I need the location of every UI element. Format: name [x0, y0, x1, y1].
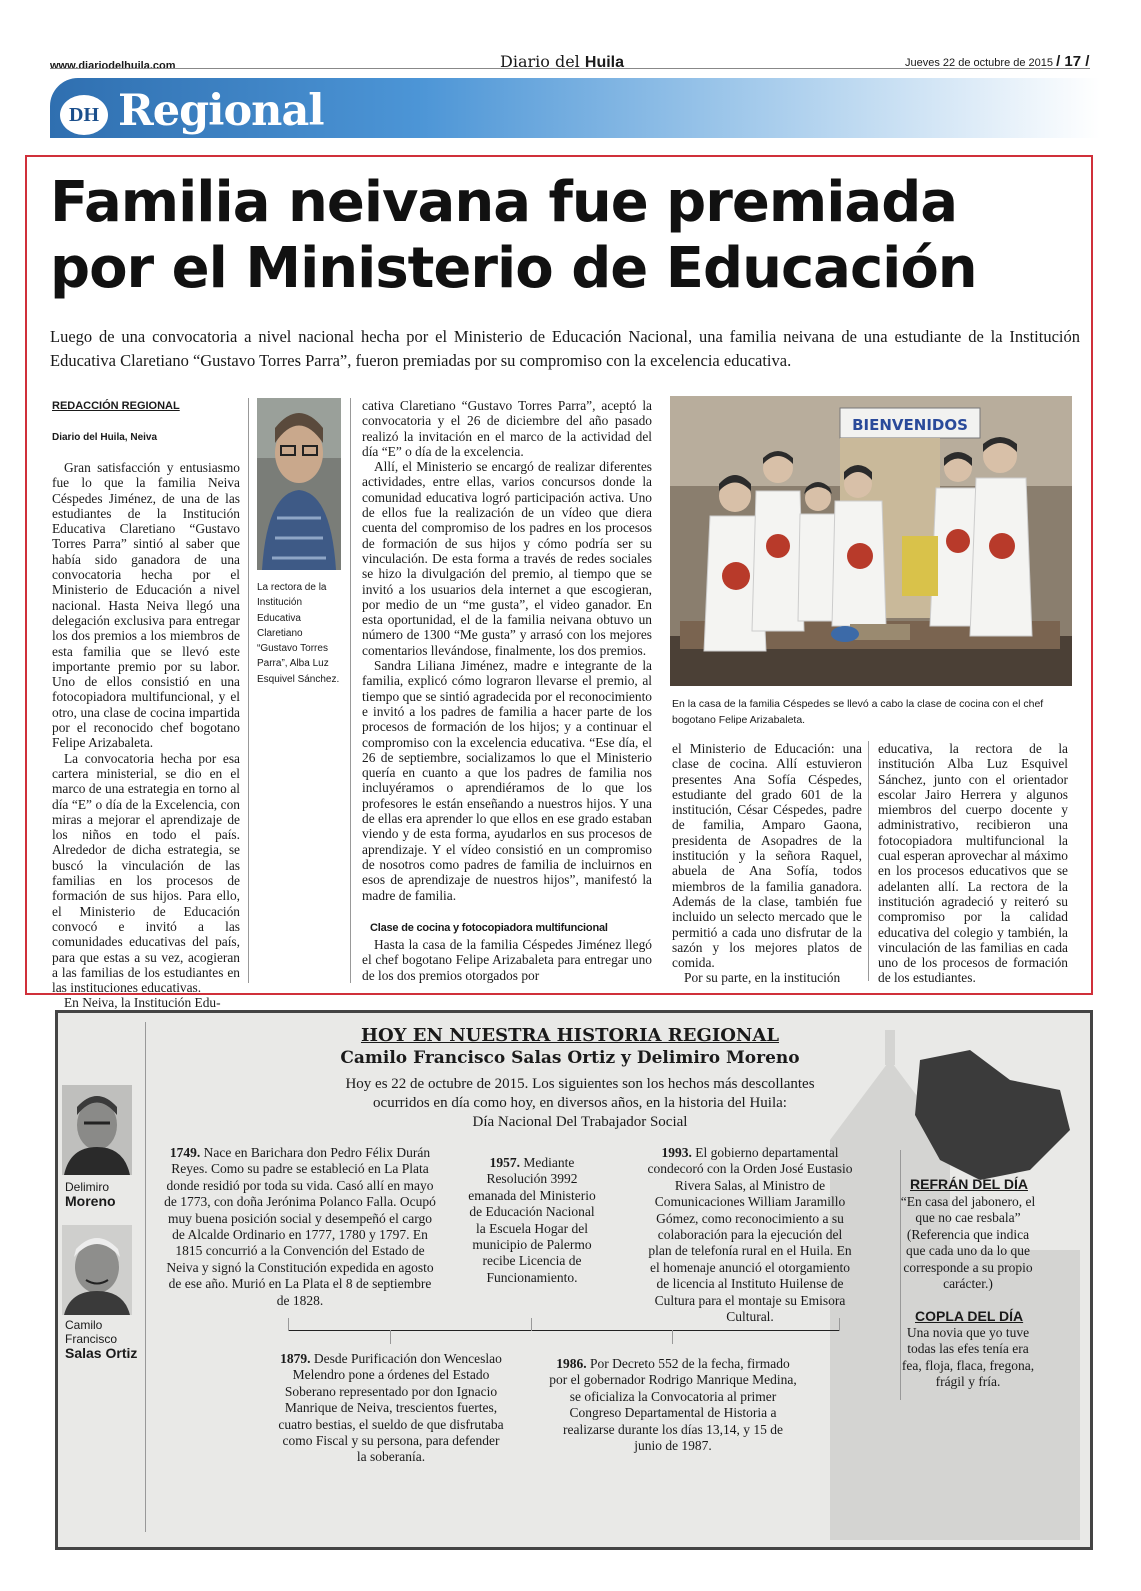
portrait-camilo-salas: [62, 1225, 132, 1315]
history-entry-1879: 1879. Desde Purificación don Wenceslao Melendro pone a órdenes del Estado Soberano representado por don Ignacio Manrique de Neiva, trescientos fuertes, cuatro bestias, el sueldo de que disfrutaba como Fiscal y su persona, para defender la soberanía.: [278, 1351, 504, 1465]
timeline-tick: [672, 1330, 673, 1344]
history-rule-left: [145, 1022, 146, 1532]
copla-heading: COPLA DEL DÍA: [915, 1308, 1024, 1324]
column-rule: [350, 398, 351, 983]
dateline: Diario del Huila, Neiva: [52, 432, 158, 443]
lead-paragraph: Luego de una convocatoria a nivel nacional hecha por el Ministerio de Educación Nacional, una familia neivana de una estudiante de la Institución Educativa Claretiano “Gustavo Torres Parra”, fueron premiadas por su compromiso con la excelencia educativa.: [50, 327, 1080, 370]
section-title: Regional: [118, 86, 324, 136]
history-entry-1993: 1993. El gobierno departamental condecoró con la Orden José Eustasio Rivera Salas, al Ministro de Comunicaciones William Jaramillo Gómez, como reconocimiento a su colaboración para la ejecución del plan de telefonía rural en el Huila. En el homenaje anunció el otorgamiento de licencia al Instituto Huilense de Cultura para el montaje su Emisora Cultural.: [647, 1145, 853, 1325]
byline: REDACCIÓN REGIONAL: [52, 400, 180, 412]
issue-date: Jueves 22 de octubre de 2015 / 17 /: [905, 53, 1090, 70]
article-column-2b: Hasta la casa de la familia Céspedes Jiménez llegó el chef bogotano Felipe Arizabaleta para entregar uno de los dos premios otorgados por: [362, 937, 652, 983]
timeline-line: [288, 1330, 840, 1331]
copla-text: Una novia que yo tuve todas las efes tenía era fea, floja, flaca, fregona, frágil y fría.: [901, 1325, 1035, 1390]
article-column-4: educativa, la rectora de la institución Alba Luz Esquivel Sánchez, junto con el orientador escolar Jairo Herrera y algunos miembros del cuerpo docente y administrativo, recibieron una fotocopiadora multifuncional la cual esperan aprovechar al máximo en los procesos educativos que se adelanten allí. La rectora de la institución agradeció y reiteró su compromiso por la calidad educativa del colegio y también, la vinculación de las familias en cada uno de los procesos de formación de los estudiantes.: [878, 741, 1068, 986]
refran-text: “En casa del jabonero, el que no cae resbala” (Referencia que indica que cada uno da lo que corresponde a su propio carácter.): [900, 1194, 1036, 1292]
history-entry-1986: 1986. Por Decreto 552 de la fecha, firmado por el gobernador Rodrigo Manrique Medina, se oficializa la Convocatoria al primer Congreso Departamental de Historia a realizarse durante los días 13,14, y 15 de junio de 1987.: [549, 1356, 797, 1454]
timeline-tick: [288, 1318, 289, 1331]
portrait-caption: La rectora de la Institución Educativa Claretiano “Gustavo Torres Parra”, Alba Luz Esquivel Sánchez.: [257, 582, 340, 685]
headline: Familia neivana fue premiada por el Ministerio de Educación: [50, 170, 977, 301]
refran-heading: REFRÁN DEL DÍA: [910, 1176, 1028, 1192]
photo-caption: En la casa de la familia Céspedes se llevó a cabo la clase de cocina con el chef bogotano Felipe Arizabaleta.: [672, 698, 1044, 726]
timeline-tick: [390, 1330, 391, 1344]
rector-portrait-photo: [257, 398, 341, 570]
history-intro: Hoy es 22 de octubre de 2015. Los siguientes son los hechos más descollantes ocurridos en día como hoy, en diversos años, en la historia del Huila: Día Nacional Del Trabajador Social: [345, 1076, 815, 1130]
history-entry-1749: 1749. Nace en Barichara don Pedro Félix Durán Reyes. Como su padre se estableció en La Plata donde residió por toda su vida. Casó allí en mayo de 1773, con doña Jerónima Polanco Falla. Ocupó muy buena posición social y desempeñó el cargo de Alcalde Ordinario en 1777, 1780 y 1797. En 1815 concurrió a la Convención del Estado de Neiva y signó la Constitución expedida en agosto de ese año. Murió en La Plata el 8 de septiembre de 1828.: [164, 1145, 436, 1308]
welcome-banner-text: BIENVENIDOS: [852, 416, 968, 434]
header-rule: [50, 68, 1090, 69]
article-column-3: el Ministerio de Educación: una clase de cocina. Allí estuvieron presentes Ana Sofía Céspedes, estudiante del grado 601 de la institución, César Céspedes, padre de familia, Amparo Gaona, presidenta de Asopadres de la institución y la señora Raquel, abuela de Ana Sofía, todos miembros de la familia ganadora. Además de la clase, también fue incluido un selecto mercado que le permitió a cada uno disfrutar de la sazón y los mejores platos de comida. Por su parte, en la institución: [672, 741, 862, 986]
portrait-label-2: Camilo Francisco Salas Ortiz: [65, 1318, 138, 1361]
newspaper-name: Diario del Huila: [500, 52, 625, 71]
column-rule: [868, 741, 869, 981]
article-column-1: Gran satisfacción y entusiasmo fue lo que la familia Neiva Céspedes Jiménez, de una de las estudiantes de la Institución Educativa Claretiano “Gustavo Torres Parra” sintió al saber que había sido ganadora de una convocatoria hecha por el Ministerio de Educación a nivel nacional. Hasta Neiva llegó una delegación exclusiva para entregar los dos premios a los miembros de esta familia que se llevó este importante premio por su labor. Uno de ellos consistió en una fotocopiadora multifuncional, y el otro, una clase de cocina impartida por el reconocido chef bogotano Felipe Arizabaleta. La convocatoria hecha por esa cartera ministerial, se dio en el marco de una estrategia en torno al día “E” o día de la Excelencia, con miras a mejorar el aprendizaje de los niños en todo el país. Alrededor de dicha estrategia, se buscó la vinculación de las familias en los procesos de formación de sus hijos. Para ello, el Ministerio de Educación convocó e invitó a las comunidades educativas del país, para que estas a su vez, acogieran a las familias de los estudiantes en las instituciones educativas. En Neiva, la Institución Edu-: [52, 460, 240, 1011]
family-photo: [670, 396, 1072, 686]
dh-logo-icon: DH: [60, 95, 108, 135]
page-number: / 17 /: [1056, 53, 1090, 70]
timeline-tick: [839, 1318, 840, 1331]
site-url: www.diariodelhuila.com: [50, 60, 176, 72]
article-column-2: cativa Claretiano “Gustavo Torres Parra”, aceptó la convocatoria y el 26 de diciembre del año pasado realizó la invitación en el marco de la actividad del día “E” o día de la excelencia. Allí, el Ministerio se encargó de realizar diferentes actividades, entre ellas, varios concursos donde la comunidad educativa logró participación activa. Uno de ellos fue la realización de un vídeo que diera cuenta del compromiso de los padres en los procesos de formación de sus hijos y cómo podría ser su vinculación. De esta forma a través de redes sociales se hizo la divulgación del premio, al tiempo que se invitó a los usuarios dela internet a que escogieran, por medio de un “me gusta”, el video ganador. En esta oportunidad, el de la familia neivana obtuvo un número de 1300 “Me gusta” y arrasó con los mejores comentarios llevándose, finalmente, los dos premios. Sandra Liliana Jiménez, madre e integrante de la familia, explicó cómo lograron llevarse el premio, al tiempo que se sintió agradecida por el reconocimiento e invitó a los padres de familia a hacer parte de los procesos de formación de los hijos; y a continuar el compromiso con la excelencia educativa. “Ese día, el 26 de septiembre, socializamos lo que el Ministerio quería en cuanto a que los padres de familia nos incluyéramos o aprendiéramos de lo que los profesores le están enseñando a nuestros hijos. Y una de ellas era aprender lo que ellos en ese grado estaban viendo y de esta forma, ayudarlos en sus procesos de aprendizaje. Y el vídeo consistió en un compromiso de nosotros como padres de familia de incluirnos en esos de aprendizaje de nuestros hijos”, manifestó la madre de familia.: [362, 398, 652, 903]
column-rule: [248, 398, 249, 983]
portrait-label-1: Delimiro Moreno: [65, 1180, 116, 1209]
history-title: HOY EN NUESTRA HISTORIA REGIONAL Camilo Francisco Salas Ortiz y Delimiro Moreno: [340, 1025, 800, 1068]
history-entry-1957: 1957. Mediante Resolución 3992 emanada del Ministerio de Educación Nacional la Escuela Hogar del municipio de Palermo recibe Licencia de Funcionamiento.: [468, 1155, 596, 1285]
subhead: Clase de cocina y fotocopiadora multifuncional: [370, 922, 608, 934]
timeline-tick: [531, 1318, 532, 1331]
portrait-delimiro-moreno: [62, 1085, 132, 1175]
